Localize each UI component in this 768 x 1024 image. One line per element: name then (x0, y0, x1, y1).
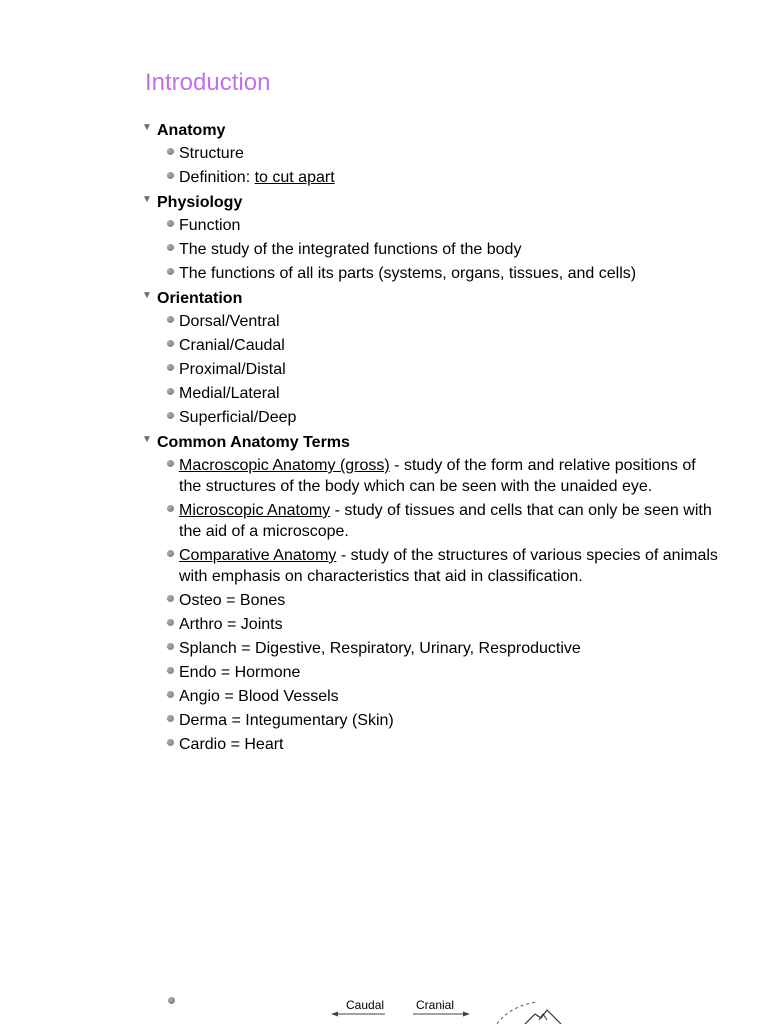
outline (142, 119, 722, 758)
bullet-icon (167, 739, 174, 746)
section-header-physiology[interactable] (142, 191, 722, 215)
section-title: Anatomy (157, 122, 226, 139)
list-item (164, 455, 722, 497)
item-text: Osteo = Bones (179, 592, 286, 609)
list-item (164, 500, 722, 542)
item-text: Proximal/Distal (179, 361, 286, 378)
bullet-icon (168, 997, 175, 1004)
bullet-icon (167, 715, 174, 722)
item-list (142, 215, 722, 284)
bullet-icon (167, 505, 174, 512)
list-item (164, 383, 722, 404)
item-term: Comparative Anatomy (179, 547, 337, 564)
item-text: Cardio = Heart (179, 736, 284, 753)
bullet-icon (167, 595, 174, 602)
list-item (164, 335, 722, 356)
item-text: Cranial/Caudal (179, 337, 285, 354)
item-text: Medial/Lateral (179, 385, 280, 402)
bullet-icon (167, 412, 174, 419)
list-item (164, 614, 722, 635)
bullet-icon (167, 220, 174, 227)
list-item (164, 545, 722, 587)
bullet-icon (167, 643, 174, 650)
item-list (142, 311, 722, 428)
section-physiology (142, 191, 722, 284)
item-term: Microscopic Anatomy (179, 502, 331, 519)
item-term: Macroscopic Anatomy (gross) (179, 457, 390, 474)
item-text: Splanch = Digestive, Respiratory, Urinary, Resproductive (179, 640, 581, 657)
list-item (164, 215, 722, 236)
bullet-icon (167, 388, 174, 395)
list-item (164, 407, 722, 428)
bullet-icon (167, 619, 174, 626)
section-header-anatomy[interactable] (142, 119, 722, 143)
list-item (164, 638, 722, 659)
section-title: Orientation (157, 290, 243, 307)
orientation-arrows-drawing (325, 992, 585, 1024)
section-common-anatomy-terms (142, 431, 722, 755)
page-title: Introduction (145, 69, 271, 96)
item-term: to cut apart (254, 169, 335, 186)
list-item (164, 263, 722, 284)
figure-label-caudal: Caudal (346, 998, 385, 1012)
item-definition: - study of the form and relative positions of the structures of the body which can be seen with the unaided eye. (179, 457, 696, 495)
list-item (164, 710, 722, 731)
list-item (164, 311, 722, 332)
bullet-icon (167, 691, 174, 698)
item-prefix: Definition: (179, 169, 255, 186)
section-anatomy (142, 119, 722, 188)
list-item (164, 686, 722, 707)
list-item (164, 167, 722, 188)
item-definition: - study of tissues and cells that can only be seen with the aid of a microscope. (179, 502, 712, 540)
bullet-icon (167, 364, 174, 371)
bullet-icon (167, 460, 174, 467)
bullet-icon (167, 667, 174, 674)
disclosure-triangle-icon[interactable]: ▼ (142, 194, 152, 205)
bullet-icon (167, 244, 174, 251)
section-title: Physiology (157, 194, 243, 211)
list-item (164, 359, 722, 380)
item-text: Function (179, 217, 241, 234)
item-list (142, 143, 722, 188)
item-text: Derma = Integumentary (Skin) (179, 712, 394, 729)
item-definition: - study of the structures of various species of animals with emphasis on characteristics that aid in classification. (179, 547, 718, 585)
disclosure-triangle-icon[interactable]: ▼ (142, 434, 152, 445)
bullet-icon (167, 172, 174, 179)
bullet-icon (167, 550, 174, 557)
item-list (142, 455, 722, 755)
bullet-icon (167, 268, 174, 275)
list-item (164, 662, 722, 683)
item-text: Arthro = Joints (179, 616, 283, 633)
item-text: The study of the integrated functions of the body (179, 241, 522, 258)
section-header-common-anatomy-terms[interactable] (142, 431, 722, 455)
figure-label-cranial: Cranial (416, 998, 455, 1012)
item-text: The functions of all its parts (systems, organs, tissues, and cells) (179, 265, 637, 282)
bullet-icon (167, 316, 174, 323)
bullet-icon (167, 340, 174, 347)
disclosure-triangle-icon[interactable]: ▼ (142, 290, 152, 301)
item-text: Structure (179, 145, 244, 162)
section-title: Common Anatomy Terms (157, 434, 350, 451)
disclosure-triangle-icon[interactable]: ▼ (142, 122, 152, 133)
item-text: Dorsal/Ventral (179, 313, 280, 330)
list-item (164, 143, 722, 164)
item-text: Endo = Hormone (179, 664, 301, 681)
bullet-icon (167, 148, 174, 155)
list-item (164, 734, 722, 755)
list-item (164, 239, 722, 260)
list-item (164, 590, 722, 611)
section-header-orientation[interactable] (142, 287, 722, 311)
orientation-figure (325, 992, 585, 1024)
item-text: Superficial/Deep (179, 409, 297, 426)
section-orientation (142, 287, 722, 428)
item-text: Angio = Blood Vessels (179, 688, 339, 705)
